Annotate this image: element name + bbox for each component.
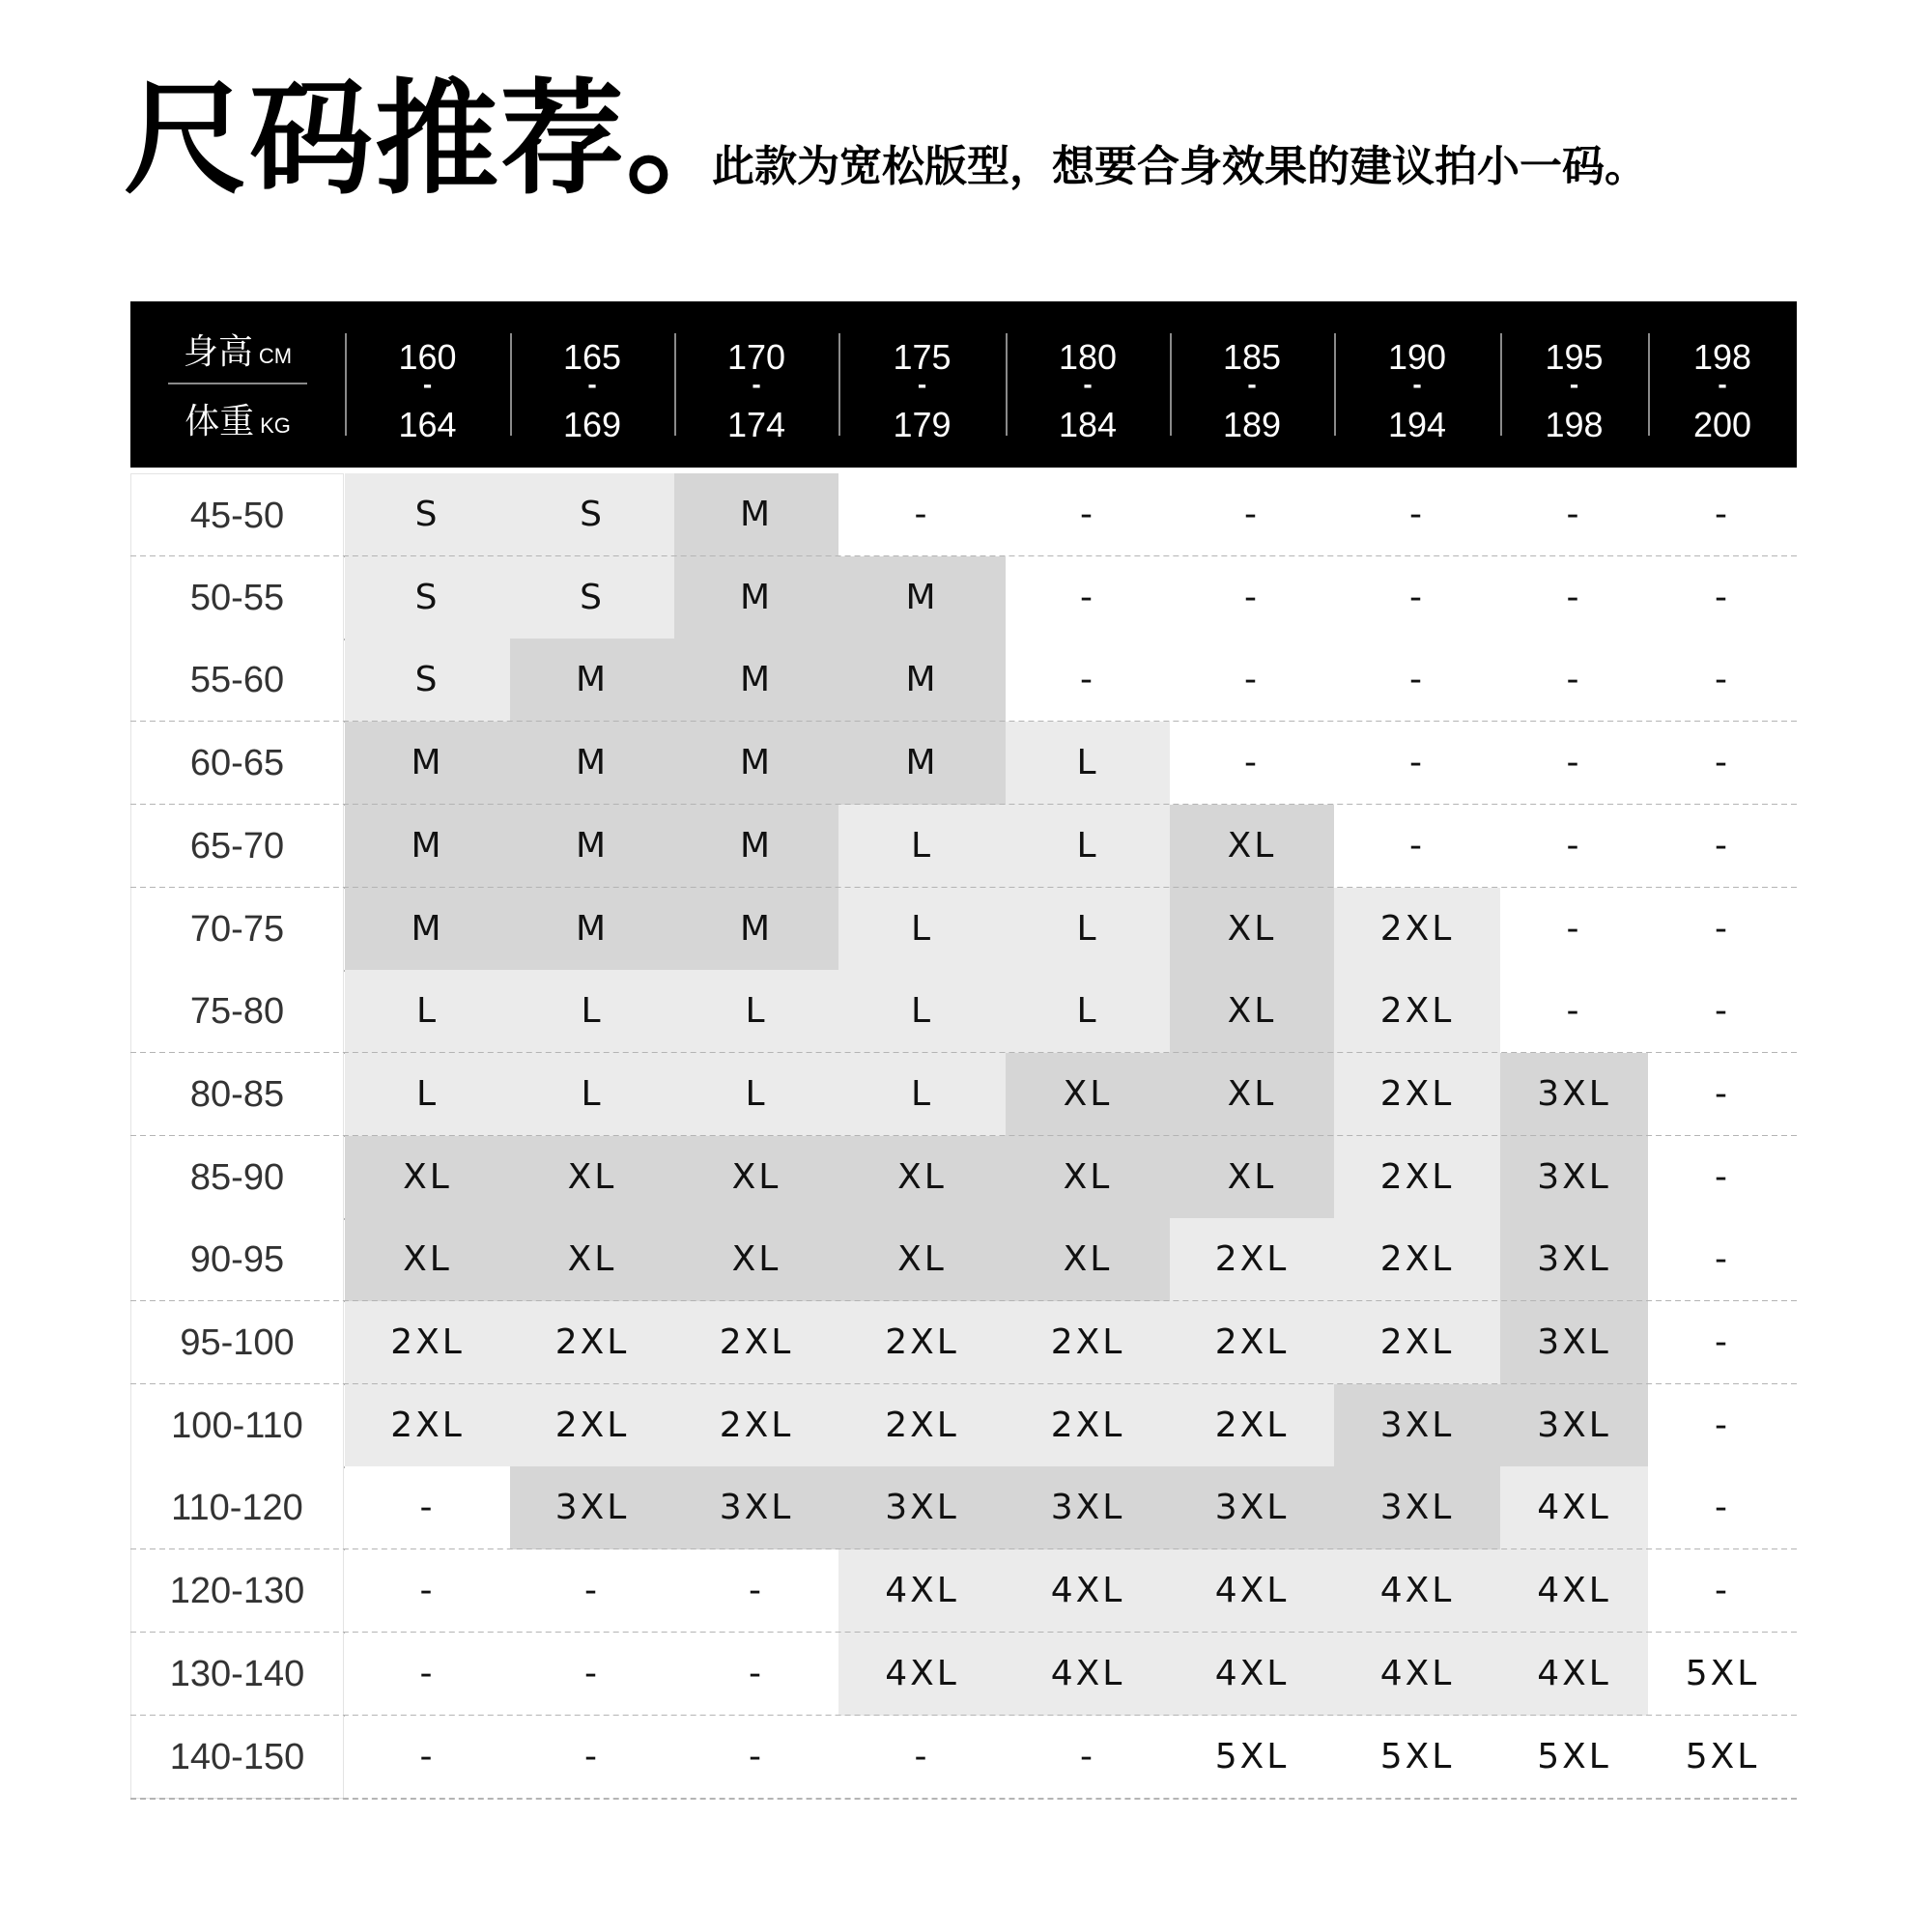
size-cell: - xyxy=(838,473,1006,556)
height-range-end: 169 xyxy=(562,405,622,444)
size-cell: 4XL xyxy=(1006,1549,1170,1633)
size-cell: 3XL xyxy=(1500,1053,1648,1136)
size-cell: L xyxy=(838,805,1006,888)
size-cell: - xyxy=(1648,1053,1797,1136)
table-row xyxy=(130,639,1797,722)
size-cell: L xyxy=(510,1053,674,1136)
size-cell: - xyxy=(1500,473,1648,556)
header-height-column xyxy=(1334,301,1500,468)
size-cell: 3XL xyxy=(838,1466,1006,1549)
size-cell: - xyxy=(674,1549,838,1633)
size-cell: - xyxy=(1006,1716,1170,1799)
size-cell: XL xyxy=(345,1136,510,1219)
size-cell: 2XL xyxy=(674,1384,838,1467)
height-range-end: 164 xyxy=(398,405,457,444)
size-cell: L xyxy=(1006,722,1170,805)
size-cell: L xyxy=(674,1053,838,1136)
size-cell: - xyxy=(1500,722,1648,805)
weight-range-label: 45-50 xyxy=(130,473,344,556)
size-cell: - xyxy=(1334,722,1500,805)
size-cell: M xyxy=(510,722,674,805)
size-chart-table xyxy=(130,301,1797,1777)
table-row xyxy=(130,1549,1797,1633)
header-height-column xyxy=(1648,301,1797,468)
size-cell: 5XL xyxy=(1170,1716,1334,1799)
size-cell: 2XL xyxy=(510,1384,674,1467)
height-range-dash: - xyxy=(587,369,597,399)
height-range-start: 175 xyxy=(893,337,952,377)
size-cell: XL xyxy=(510,1218,674,1301)
size-cell: 5XL xyxy=(1334,1716,1500,1799)
table-header xyxy=(130,301,1797,468)
size-cell: 2XL xyxy=(1006,1384,1170,1467)
size-cell: 2XL xyxy=(1334,1053,1500,1136)
height-range-start: 180 xyxy=(1058,337,1118,377)
size-cell: 3XL xyxy=(1500,1301,1648,1384)
size-cell: 4XL xyxy=(1006,1633,1170,1716)
size-cell: XL xyxy=(1170,805,1334,888)
size-cell: S xyxy=(345,639,510,722)
weight-range-label: 130-140 xyxy=(130,1633,344,1716)
size-cell: - xyxy=(1648,1384,1797,1467)
size-cell: - xyxy=(1500,888,1648,971)
size-cell: - xyxy=(1170,639,1334,722)
height-range-start: 195 xyxy=(1545,337,1604,377)
size-cell: 3XL xyxy=(510,1466,674,1549)
size-cell: XL xyxy=(1170,888,1334,971)
size-cell: - xyxy=(345,1716,510,1799)
weight-range-label: 95-100 xyxy=(130,1301,344,1384)
size-cell: XL xyxy=(1170,1136,1334,1219)
size-cell: 2XL xyxy=(1334,1136,1500,1219)
size-cell: 3XL xyxy=(1500,1136,1648,1219)
height-range-start: 190 xyxy=(1387,337,1447,377)
size-cell: XL xyxy=(1006,1053,1170,1136)
size-cell: - xyxy=(510,1633,674,1716)
size-cell: - xyxy=(1500,639,1648,722)
height-range-dash: - xyxy=(422,369,433,399)
height-range-dash: - xyxy=(1569,369,1579,399)
size-cell: - xyxy=(1500,556,1648,639)
size-cell: L xyxy=(838,888,1006,971)
size-cell: XL xyxy=(345,1218,510,1301)
header-height-column xyxy=(1006,301,1170,468)
size-cell: 4XL xyxy=(838,1549,1006,1633)
size-cell: M xyxy=(510,639,674,722)
size-cell: - xyxy=(1006,556,1170,639)
weight-range-label: 80-85 xyxy=(130,1053,344,1136)
size-cell: - xyxy=(1648,1466,1797,1549)
height-range-dash: - xyxy=(1083,369,1093,399)
size-cell: 4XL xyxy=(1500,1549,1648,1633)
weight-range-label: 140-150 xyxy=(130,1716,344,1799)
height-range-dash: - xyxy=(1412,369,1422,399)
size-cell: XL xyxy=(1170,970,1334,1053)
size-cell: 4XL xyxy=(1500,1633,1648,1716)
header-height-column xyxy=(838,301,1006,468)
row-divider xyxy=(130,1798,1797,1800)
size-cell: - xyxy=(1648,556,1797,639)
size-cell: 2XL xyxy=(510,1301,674,1384)
size-cell: 2XL xyxy=(1334,1218,1500,1301)
table-row xyxy=(130,722,1797,805)
size-cell: - xyxy=(1648,970,1797,1053)
size-cell: - xyxy=(1648,639,1797,722)
size-cell: - xyxy=(1648,1549,1797,1633)
height-range-dash: - xyxy=(1718,369,1727,399)
weight-range-label: 60-65 xyxy=(130,722,344,805)
size-cell: - xyxy=(1334,556,1500,639)
size-cell: - xyxy=(674,1716,838,1799)
size-cell: - xyxy=(510,1716,674,1799)
size-cell: M xyxy=(674,888,838,971)
size-cell: 2XL xyxy=(1006,1301,1170,1384)
page-subtitle: 此款为宽松版型，想要合身效果的建议拍小一码。 xyxy=(712,142,1647,191)
size-cell: 4XL xyxy=(1170,1633,1334,1716)
size-cell: 3XL xyxy=(1500,1218,1648,1301)
height-range-end: 198 xyxy=(1545,405,1604,444)
size-cell: 2XL xyxy=(1334,970,1500,1053)
table-row xyxy=(130,1136,1797,1219)
size-cell: - xyxy=(1648,1136,1797,1219)
size-cell: - xyxy=(1334,639,1500,722)
height-range-end: 189 xyxy=(1222,405,1282,444)
size-cell: 2XL xyxy=(345,1384,510,1467)
size-cell: 2XL xyxy=(838,1301,1006,1384)
size-cell: - xyxy=(1648,722,1797,805)
height-range-end: 179 xyxy=(893,405,952,444)
size-cell: M xyxy=(674,556,838,639)
height-range-end: 194 xyxy=(1387,405,1447,444)
size-cell: M xyxy=(674,722,838,805)
weight-label-group xyxy=(130,400,345,448)
size-cell: L xyxy=(345,1053,510,1136)
table-row xyxy=(130,1384,1797,1467)
size-cell: - xyxy=(345,1466,510,1549)
size-cell: L xyxy=(1006,970,1170,1053)
height-range-start: 165 xyxy=(562,337,622,377)
height-range-end: 184 xyxy=(1058,405,1118,444)
weight-range-label: 90-95 xyxy=(130,1218,344,1301)
height-range-start: 160 xyxy=(398,337,457,377)
size-cell: 2XL xyxy=(1334,888,1500,971)
size-cell: 5XL xyxy=(1500,1716,1648,1799)
weight-unit: KG xyxy=(260,413,291,438)
table-row xyxy=(130,1466,1797,1549)
size-cell: S xyxy=(345,473,510,556)
size-cell: - xyxy=(1500,805,1648,888)
size-cell: 4XL xyxy=(838,1633,1006,1716)
height-range-dash: - xyxy=(917,369,927,399)
size-cell: 2XL xyxy=(345,1301,510,1384)
height-range-end: 174 xyxy=(726,405,786,444)
size-cell: 2XL xyxy=(838,1384,1006,1467)
size-cell: L xyxy=(1006,805,1170,888)
table-row xyxy=(130,1301,1797,1384)
size-cell: 2XL xyxy=(1170,1218,1334,1301)
size-cell: L xyxy=(838,970,1006,1053)
size-cell: - xyxy=(1648,1218,1797,1301)
size-cell: - xyxy=(1648,805,1797,888)
size-cell: XL xyxy=(1170,1053,1334,1136)
height-label-group xyxy=(130,330,345,379)
size-cell: 5XL xyxy=(1648,1716,1797,1799)
header-height-column xyxy=(510,301,674,468)
size-cell: 4XL xyxy=(1500,1466,1648,1549)
size-cell: - xyxy=(345,1633,510,1716)
size-cell: - xyxy=(1500,970,1648,1053)
size-cell: L xyxy=(345,970,510,1053)
weight-range-label: 100-110 xyxy=(130,1384,344,1467)
table-row xyxy=(130,805,1797,888)
size-cell: M xyxy=(510,888,674,971)
weight-range-label: 75-80 xyxy=(130,970,344,1053)
header-corner-cell xyxy=(130,301,345,468)
size-cell: - xyxy=(1334,473,1500,556)
weight-range-label: 50-55 xyxy=(130,556,344,639)
size-cell: 3XL xyxy=(1334,1466,1500,1549)
size-cell: - xyxy=(1170,722,1334,805)
size-cell: XL xyxy=(838,1218,1006,1301)
weight-range-label: 85-90 xyxy=(130,1136,344,1219)
header-height-column xyxy=(674,301,838,468)
table-row xyxy=(130,556,1797,639)
size-cell: 2XL xyxy=(1334,1301,1500,1384)
size-cell: - xyxy=(838,1716,1006,1799)
size-cell: XL xyxy=(510,1136,674,1219)
size-cell: XL xyxy=(674,1136,838,1219)
height-unit: CM xyxy=(258,344,293,368)
size-cell: - xyxy=(1006,639,1170,722)
size-cell: 4XL xyxy=(1334,1633,1500,1716)
weight-range-label: 65-70 xyxy=(130,805,344,888)
size-cell: XL xyxy=(674,1218,838,1301)
height-range-start: 170 xyxy=(726,337,786,377)
size-cell: M xyxy=(674,639,838,722)
size-cell: 2XL xyxy=(1170,1384,1334,1467)
size-cell: XL xyxy=(1006,1218,1170,1301)
size-cell: 2XL xyxy=(674,1301,838,1384)
table-row xyxy=(130,1633,1797,1716)
height-range-start: 198 xyxy=(1692,337,1752,377)
height-label: 身高 xyxy=(183,332,253,372)
size-cell: - xyxy=(1170,556,1334,639)
table-row xyxy=(130,1053,1797,1136)
table-row xyxy=(130,888,1797,971)
size-cell: - xyxy=(1648,888,1797,971)
size-cell: XL xyxy=(838,1136,1006,1219)
size-cell: M xyxy=(838,722,1006,805)
height-range-dash: - xyxy=(752,369,761,399)
size-cell: L xyxy=(1006,888,1170,971)
size-cell: - xyxy=(345,1549,510,1633)
header-height-column xyxy=(1500,301,1648,468)
size-cell: 4XL xyxy=(1170,1549,1334,1633)
header-height-column xyxy=(345,301,510,468)
size-cell: XL xyxy=(1006,1136,1170,1219)
weight-range-label: 70-75 xyxy=(130,888,344,971)
size-cell: 3XL xyxy=(1334,1384,1500,1467)
size-cell: 4XL xyxy=(1334,1549,1500,1633)
size-cell: M xyxy=(674,805,838,888)
size-cell: - xyxy=(674,1633,838,1716)
size-cell: 3XL xyxy=(1006,1466,1170,1549)
size-cell: - xyxy=(1334,805,1500,888)
weight-range-label: 55-60 xyxy=(130,639,344,722)
size-cell: M xyxy=(345,805,510,888)
size-cell: L xyxy=(674,970,838,1053)
size-cell: - xyxy=(1648,473,1797,556)
size-cell: 3XL xyxy=(1170,1466,1334,1549)
size-cell: M xyxy=(510,805,674,888)
height-range-dash: - xyxy=(1247,369,1257,399)
size-cell: 5XL xyxy=(1648,1633,1797,1716)
header-height-column xyxy=(1170,301,1334,468)
size-cell: L xyxy=(838,1053,1006,1136)
size-cell: S xyxy=(345,556,510,639)
size-cell: M xyxy=(345,888,510,971)
table-row xyxy=(130,1716,1797,1799)
size-cell: M xyxy=(345,722,510,805)
weight-range-label: 120-130 xyxy=(130,1549,344,1633)
size-cell: - xyxy=(1006,473,1170,556)
size-cell: S xyxy=(510,556,674,639)
size-cell: 2XL xyxy=(1170,1301,1334,1384)
size-cell: M xyxy=(838,639,1006,722)
height-range-start: 185 xyxy=(1222,337,1282,377)
size-cell: - xyxy=(1170,473,1334,556)
height-range-end: 200 xyxy=(1692,405,1752,444)
page-title: 尺码推荐。 xyxy=(124,68,753,212)
weight-label: 体重 xyxy=(185,402,255,441)
corner-divider xyxy=(168,383,307,384)
size-cell: M xyxy=(838,556,1006,639)
size-cell: - xyxy=(510,1549,674,1633)
size-cell: M xyxy=(674,473,838,556)
size-cell: S xyxy=(510,473,674,556)
size-cell: - xyxy=(1648,1301,1797,1384)
size-cell: L xyxy=(510,970,674,1053)
table-row xyxy=(130,1218,1797,1301)
size-cell: 3XL xyxy=(674,1466,838,1549)
size-cell: 3XL xyxy=(1500,1384,1648,1467)
table-row xyxy=(130,473,1797,556)
weight-range-label: 110-120 xyxy=(130,1466,344,1549)
table-row xyxy=(130,970,1797,1053)
